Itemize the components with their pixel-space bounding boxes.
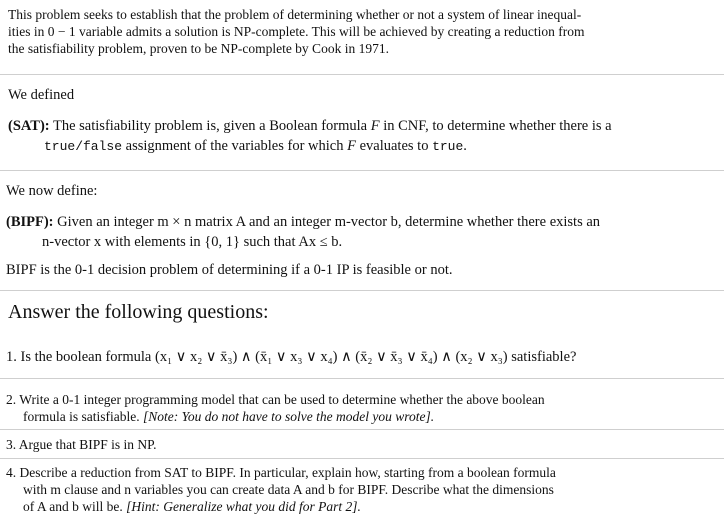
bipf-label: (BIPF): xyxy=(6,214,54,230)
divider xyxy=(0,429,724,430)
q2-line-2a: formula is satisfiable. xyxy=(23,409,140,424)
bipf-line-1: Given an integer m × n matrix A and an integer m-vector b, determine whether there exists an xyxy=(57,214,601,230)
q4-line-1: Describe a reduction from SAT to BIPF. In particular, explain how, starting from a boolean formula xyxy=(19,465,556,480)
divider xyxy=(0,170,724,171)
q1-number: 1. xyxy=(6,349,17,365)
sat-var-f: F xyxy=(370,118,380,134)
question-3 xyxy=(6,436,720,453)
sat-label: (SAT): xyxy=(8,118,50,134)
divider xyxy=(0,74,724,75)
q1-text: Is the boolean formula (x₁ ∨ x₂ ∨ x̄₃) ∧ (x̄₁ ∨ x₃ ∨ x₄) ∧ (x̄₂ ∨ x̄₃ ∨ x̄₄) ∧ (x₂ ∨ x₃) satisfiable? xyxy=(20,349,577,365)
sat-true-code: true xyxy=(432,139,464,154)
q2-line-1: Write a 0-1 integer programming model that can be used to determine whether the above boolean xyxy=(19,392,545,407)
intro-line-3: the satisfiability problem, proven to be NP-complete by Cook in 1971. xyxy=(8,41,389,56)
question-1 xyxy=(6,348,720,366)
bipf-line-2: n-vector x with elements in {0, 1} such that Ax ≤ b. xyxy=(42,234,343,250)
question-4 xyxy=(6,464,720,515)
sat-period: . xyxy=(463,138,467,154)
q4-number: 4. xyxy=(6,465,17,480)
q4-line-3a: of A and b will be. xyxy=(23,499,123,514)
q4-hint: [Hint: Generalize what you did for Part 2]. xyxy=(126,499,361,514)
answer-heading: Answer the following questions: xyxy=(8,301,269,323)
q3-number: 3. xyxy=(6,437,17,452)
intro-paragraph xyxy=(8,6,718,57)
q3-text: Argue that BIPF is in NP. xyxy=(18,437,157,452)
sat-text-2b: evaluates to xyxy=(359,138,429,154)
intro-line-1: This problem seeks to establish that the problem of determining whether or not a system of linear inequal- xyxy=(8,7,582,22)
intro-line-2: ities in 0 − 1 variable admits a solution is NP-complete. This will be achieved by creating a reduction from xyxy=(8,24,585,39)
divider xyxy=(0,458,724,459)
bipf-definition xyxy=(6,213,720,251)
sat-definition xyxy=(8,117,720,156)
we-now-define-text: We now define: xyxy=(6,183,98,199)
sat-truefalse-code: true/false xyxy=(44,139,123,154)
q2-note: [Note: You do not have to solve the model you wrote]. xyxy=(142,409,435,424)
we-defined-text: We defined xyxy=(8,87,75,103)
bipf-description: BIPF is the 0-1 decision problem of determining if a 0-1 IP is feasible or not. xyxy=(6,262,453,278)
q2-number: 2. xyxy=(6,392,17,407)
sat-text-2a: assignment of the variables for which xyxy=(125,138,344,154)
q4-line-2: with m clause and n variables you can create data A and b for BIPF. Describe what the dimensions xyxy=(23,482,554,497)
sat-text-1b: in CNF, to determine whether there is a xyxy=(383,118,612,134)
divider xyxy=(0,378,724,379)
divider xyxy=(0,290,724,291)
sat-var-f2: F xyxy=(347,138,356,154)
sat-text-1a: The satisfiability problem is, given a Boolean formula xyxy=(53,118,368,134)
question-2 xyxy=(6,391,720,425)
